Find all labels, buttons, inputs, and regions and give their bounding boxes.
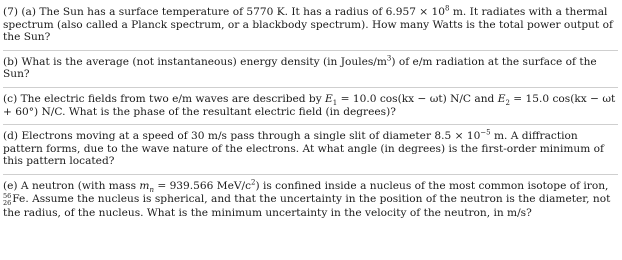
part-e-text-2: = 939.566 MeV/c <box>153 179 252 192</box>
problem-number: (7) <box>3 6 19 18</box>
field-e2-subscript: 2 <box>505 99 510 108</box>
part-a-text-1: The Sun has a surface temperature of 5770 K. It has a radius of 6.957 × 10 <box>39 6 446 18</box>
part-a-exponent: 8 <box>445 4 450 13</box>
mass-number: 56 <box>3 191 12 200</box>
neutron-mass-subscript: n <box>149 186 154 195</box>
part-e <box>3 180 618 225</box>
part-a-text-2: m. It radiates with a thermal spectrum (also called a Planck spectrum, or a blackbody spectrum). How many Watts is the total power output of the Sun? <box>3 6 613 44</box>
element-symbol: Fe <box>12 192 26 205</box>
part-d-label: (d) <box>3 130 19 143</box>
field-e1-subscript: 1 <box>332 99 338 108</box>
part-c-text-1: The electric fields from two e/m waves are described by <box>20 92 326 105</box>
part-e-exponent: 2 <box>251 178 256 187</box>
field-e1-symbol: E <box>325 92 333 105</box>
atomic-number: 26 <box>3 198 12 207</box>
part-b-exponent: 3 <box>386 54 392 63</box>
part-c-equation-1: = 10.0 cos(kx − ωt) N/C and <box>337 92 498 105</box>
part-e-text-1: A neutron (with mass <box>20 179 140 192</box>
part-b-text-2: ) of e/m radiation at the surface of the Sun? <box>3 55 597 81</box>
isotope-numbers <box>3 193 11 207</box>
part-c-equation-2: = 15.0 cos(kx − ωt + 60°) N/C. What is the phase of the resultant electric field (in degrees)? <box>3 92 616 118</box>
part-e-label: (e) <box>3 179 18 192</box>
part-c <box>3 93 618 125</box>
part-c-label: (c) <box>3 92 18 105</box>
part-e-text-3: ) is confined inside a nucleus of the most common isotope of iron, <box>255 179 609 192</box>
part-d-exponent: −5 <box>480 128 491 137</box>
part-a-label: (a) <box>21 6 36 18</box>
field-e2-symbol: E <box>497 92 506 105</box>
part-d-text-1: Electrons moving at a speed of 30 m/s pass through a single slit of diameter 8.5 × 10 <box>21 130 481 143</box>
neutron-mass-symbol: m <box>139 179 150 192</box>
part-b-text-1: What is the average (not instantaneous) energy density (in Joules/m <box>21 55 387 68</box>
part-d <box>3 130 618 175</box>
part-d-text-2: m. A diffraction pattern forms, due to the wave nature of the electrons. At what angle (in degrees) is the first-order minimum of this pattern located? <box>3 130 604 168</box>
part-e-text-4: . Assume the nucleus is spherical, and that the uncertainty in the position of the neutron is the diameter, not the radius, of the nucleus. What is the minimum uncertainty in the velocity of the neutron, in m/s? <box>3 192 611 219</box>
part-b-label: (b) <box>3 55 19 68</box>
part-b <box>3 56 618 88</box>
part-a <box>3 6 618 51</box>
